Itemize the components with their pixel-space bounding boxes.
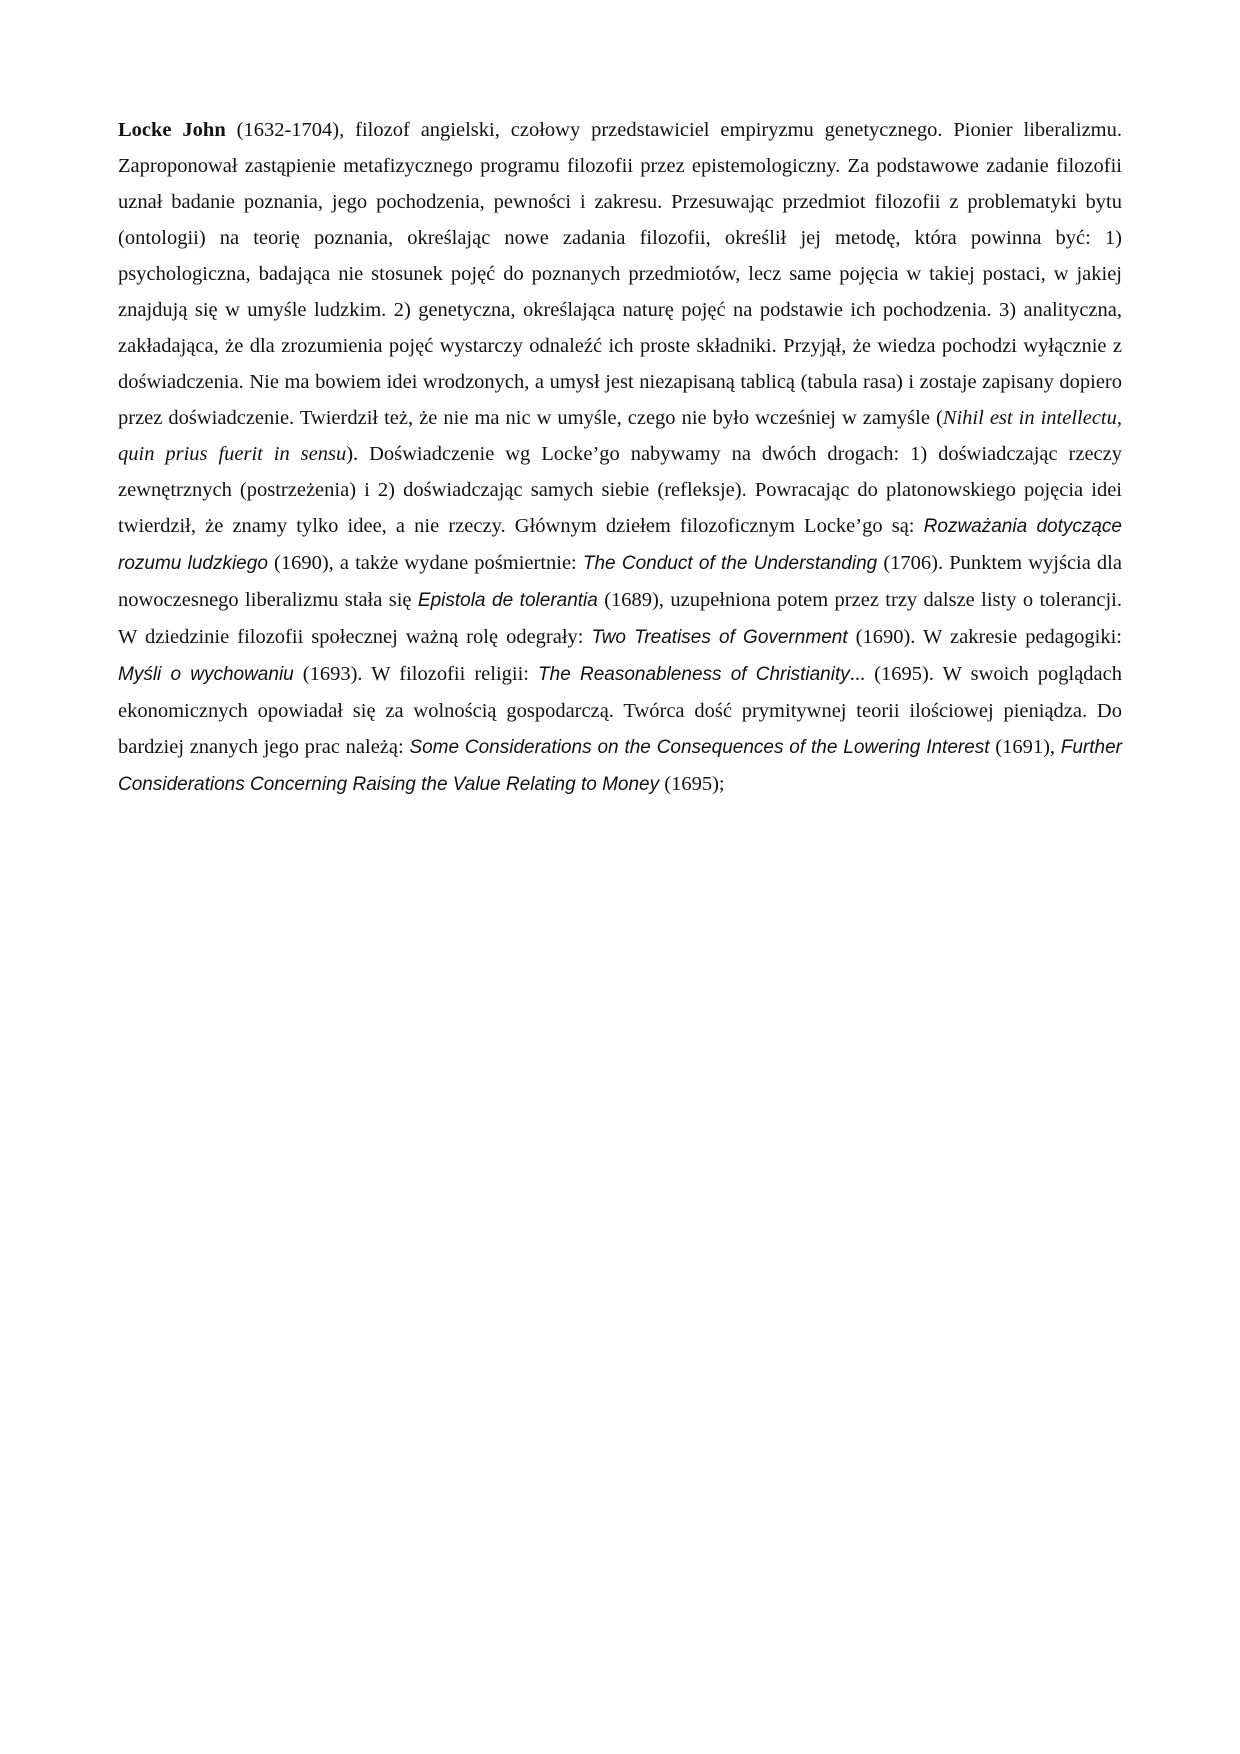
text-run: (1690). W zakresie pedagogiki: xyxy=(847,626,1122,648)
text-run: (1690), a także wydane pośmiertnie: xyxy=(267,552,583,574)
work-title: Further Considerations Concerning Raising the Value Relating to Money xyxy=(118,737,1122,795)
text-run: (1706). Punktem wyjścia dla nowoczesnego liberalizmu stała się xyxy=(118,552,1122,611)
work-title: The Reasonableness of Christianity xyxy=(538,664,850,685)
text-run: (1689), uzupełniona potem przez trzy dalsze listy o tolerancji. W dziedzinie filozofii społecznej ważną rolę odegrały: xyxy=(118,589,1123,648)
text-run: (1691), xyxy=(989,736,1061,758)
text-run: (1695); xyxy=(659,773,725,795)
work-title: Rozważania dotyczące rozumu ludzkiego xyxy=(118,516,1122,574)
document-body xyxy=(118,112,1122,803)
latin-quote: Nihil est in intellectu, quin prius fuerit in sensu xyxy=(118,407,1122,465)
text-run: (1693). W filozofii religii: xyxy=(293,663,539,685)
work-title: Epistola de tolerantia xyxy=(417,590,598,611)
paragraph-locke-john xyxy=(118,112,1122,803)
work-title: The Conduct of the Understanding xyxy=(582,553,878,574)
text-run: (1632-1704), filozof angielski, czołowy przedstawiciel empiryzmu genetycznego. Pionier liberalizmu. Zaproponował zastąpienie metafizycznego programu filozofii przez epistemologiczny. Za podstawowe zadanie filozofii uznał badanie poznania, jego pochodzenia, pewności i zakresu. Przesuwając przedmiot filozofii z problematyki bytu (ontologii) na teorię poznania, określając nowe zadania filozofii, określił jej metodę, która powinna być: 1) psychologiczna, badająca nie stosunek pojęć do poznanych przedmiotów, lecz same pojęcia w takiej postaci, w jakiej znajdują się w umyśle ludzkim. 2) genetyczna, określająca naturę pojęć na podstawie ich pochodzenia. 3) analityczna, zakładająca, że dla zrozumienia pojęć wystarczy odnaleźć ich proste składniki. Przyjął, że wiedza pochodzi wyłącznie z doświadczenia. Nie ma bowiem idei wrodzonych, a umysł jest niezapisaną tablicą (tabula rasa) i zostaje zapisany dopiero przez doświadczenie. Twierdził też, że nie ma nic w umyśle, czego nie było wcześniej w zamyśle ( xyxy=(118,119,1122,429)
work-title: Some Considerations on the Consequences of the Lowering Interest xyxy=(409,737,990,758)
text-run: ). Doświadczenie wg Locke’go nabywamy na dwóch drogach: 1) doświadczając rzeczy zewnętrznych (postrzeżenia) i 2) doświadczając samych siebie (refleksje). Powracając do platonowskiego pojęcia idei twierdził, że znamy tylko idee, a nie rzeczy. Głównym dziełem filozoficznym Locke’go są: xyxy=(118,443,1122,537)
work-title: Two Treatises of Government xyxy=(591,627,848,648)
work-title: Myśli o wychowaniu xyxy=(118,664,294,685)
entry-heading: Locke John xyxy=(118,119,226,141)
text-run: ... (1695). W swoich poglądach ekonomicznych opowiadał się za wolnością gospodarczą. Twórca dość prymitywnej teorii ilościowej pieniądza. Do bardziej znanych jego prac należą: xyxy=(118,663,1122,758)
